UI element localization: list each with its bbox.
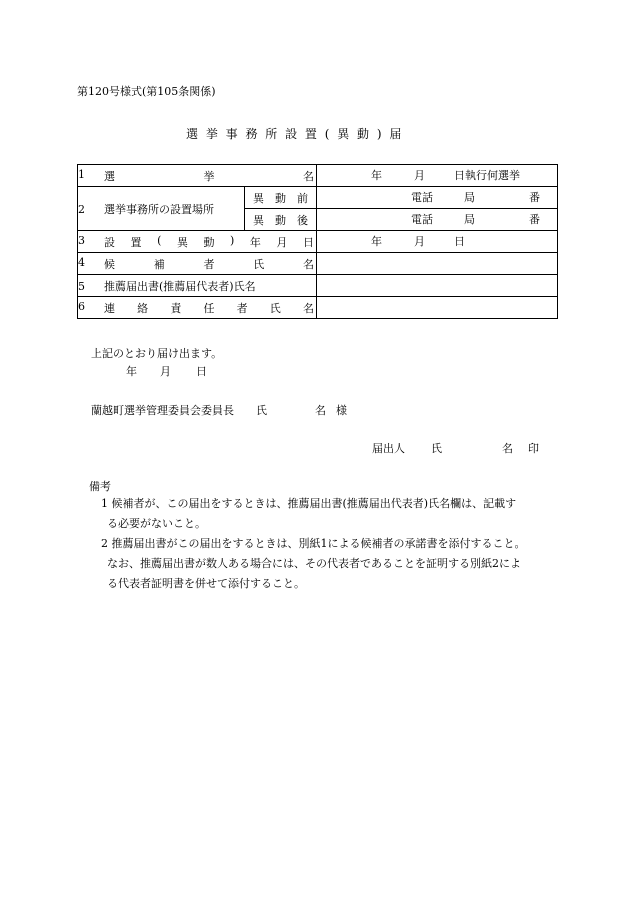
addressee-mei: 名	[315, 404, 326, 417]
label-recommender-name: 推薦届出書(推薦届代表者)氏名	[104, 279, 256, 293]
label-cell	[78, 165, 317, 187]
addressee-shi: 氏	[256, 404, 267, 417]
row-contact-person-name	[78, 297, 558, 319]
year-label: 年	[371, 169, 382, 182]
value-phone-after[interactable]	[317, 209, 558, 231]
remark-2-line-3: る代表者証明書を併せて添付すること。	[107, 577, 305, 590]
label-cell	[78, 253, 317, 275]
value-candidate-name[interactable]	[317, 253, 558, 275]
bureau-label: 局	[464, 191, 475, 204]
row-recommender-name	[78, 275, 558, 297]
remark-1-line-2: る必要がないこと。	[107, 517, 206, 530]
applicant-seal: 印	[528, 442, 539, 455]
row-number: 5	[78, 279, 85, 293]
day-label: 日	[454, 235, 465, 248]
label-cell	[78, 231, 317, 253]
applicant-mei: 名	[502, 442, 513, 455]
value-recommender-name[interactable]	[317, 275, 558, 297]
addressee-sama: 様	[336, 404, 347, 417]
number-label: 番	[529, 213, 540, 226]
phone-label: 電話	[411, 191, 433, 204]
label-cell	[78, 297, 317, 319]
applicant-label: 届出人	[372, 442, 405, 455]
row-office-location-before	[78, 187, 558, 209]
addressee-office: 蘭越町選挙管理委員会委員長	[91, 404, 234, 417]
row-number: 1	[78, 167, 85, 181]
year-label: 年	[371, 235, 382, 248]
remark-1-line-1: 1 候補者が、この届出をするときは、推薦届出書(推薦届出代表者)氏名欄は、記載す	[101, 497, 517, 510]
label-cell	[78, 275, 317, 297]
row-number: 3	[78, 233, 85, 247]
number-label: 番	[529, 191, 540, 204]
value-setup-date[interactable]	[317, 231, 558, 253]
row-election-name	[78, 165, 558, 187]
date-day: 日	[196, 365, 207, 378]
label-candidate-name: 候 補 者 氏 名	[104, 257, 314, 271]
label-office-location: 選挙事務所の設置場所	[104, 202, 214, 216]
label-before-change: 異 動 前	[245, 187, 317, 209]
month-label: 月	[414, 235, 425, 248]
form-number: 第120号様式(第105条関係)	[77, 85, 216, 98]
document-title: 選 挙 事 務 所 設 置 ( 異 動 ) 届	[186, 127, 404, 141]
row-number: 6	[78, 299, 85, 313]
phone-label: 電話	[411, 213, 433, 226]
bureau-label: 局	[464, 213, 475, 226]
value-phone-before[interactable]	[317, 187, 558, 209]
day-election-label: 日執行何選挙	[454, 169, 520, 182]
label-after-change: 異 動 後	[245, 209, 317, 231]
row-number: 4	[78, 255, 85, 269]
remarks-heading: 備考	[89, 480, 111, 493]
remark-2-line-2: なお、推薦届出書が数人ある場合には、その代表者であることを証明する別紙2によ	[107, 557, 521, 570]
value-election-date[interactable]	[317, 165, 558, 187]
date-year: 年	[126, 365, 137, 378]
label-setup-date: 設 置 ( 異 動 ) 年 月 日	[104, 233, 314, 249]
row-number: 2	[78, 202, 85, 216]
label-cell	[78, 187, 245, 231]
remark-2-line-1: 2 推薦届出書がこの届出をするときは、別紙1による候補者の承諾書を添付すること。	[101, 537, 526, 550]
row-setup-date	[78, 231, 558, 253]
label-election-name: 選 挙 名	[104, 169, 314, 183]
month-label: 月	[414, 169, 425, 182]
statement-text: 上記のとおり届け出ます。	[91, 347, 223, 360]
label-contact-person-name: 連 絡 責 任 者 氏 名	[104, 301, 314, 315]
row-candidate-name	[78, 253, 558, 275]
registration-form-table	[77, 164, 558, 319]
applicant-shi: 氏	[431, 442, 442, 455]
value-contact-person-name[interactable]	[317, 297, 558, 319]
date-month: 月	[160, 365, 171, 378]
